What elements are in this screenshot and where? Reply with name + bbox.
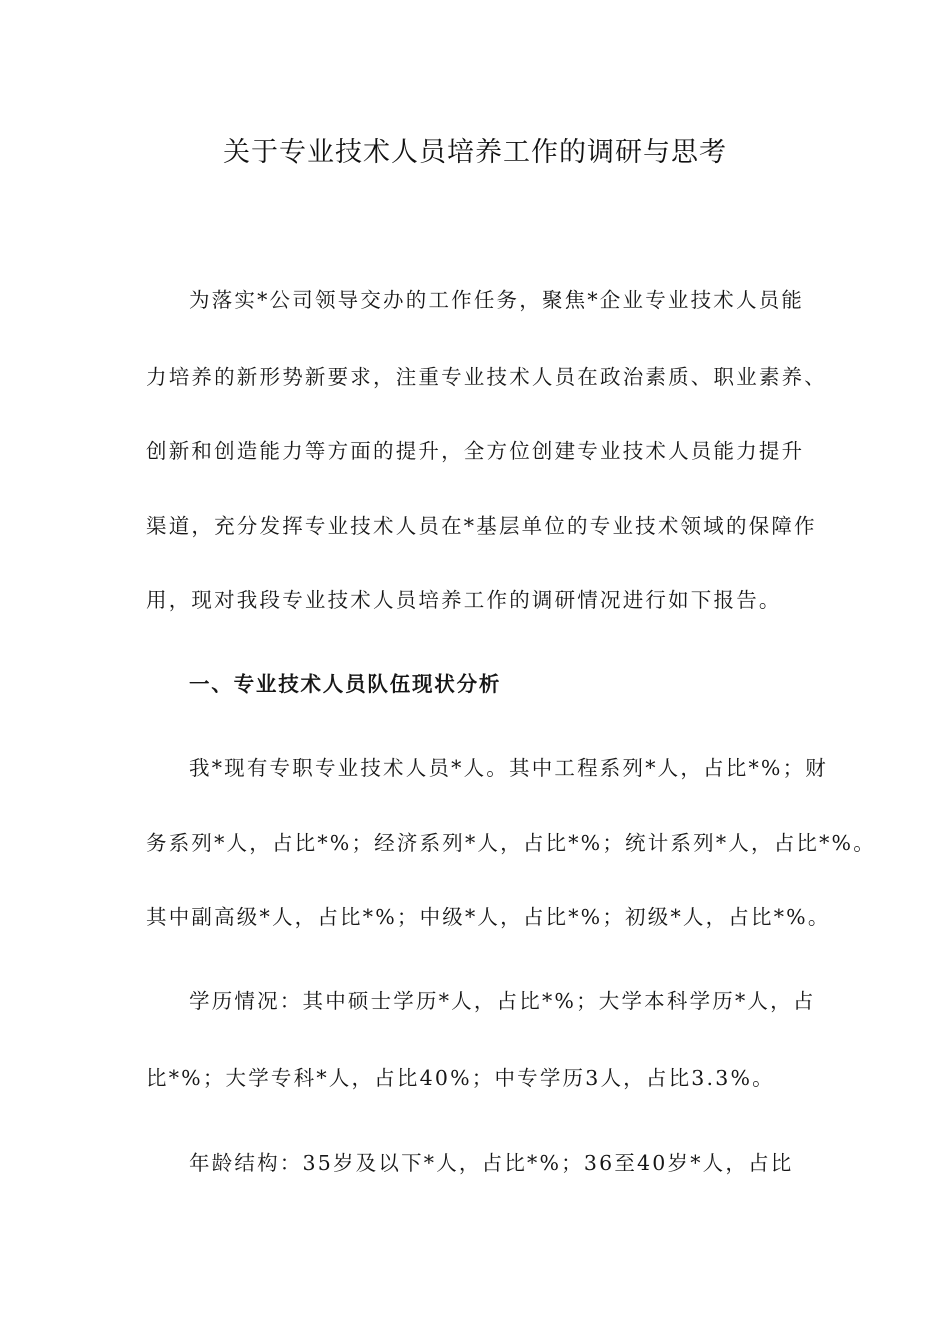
- education-paragraph-line-1: 学历情况：其中硕士学历*人，占比*%；大学本科学历*人，占: [189, 989, 816, 1013]
- intro-paragraph-line-5: 用，现对我段专业技术人员培养工作的调研情况进行如下报告。: [146, 588, 782, 612]
- staff-paragraph-line-1: 我*现有专职专业技术人员*人。其中工程系列*人，占比*%；财: [189, 756, 828, 780]
- intro-paragraph-line-1: 为落实*公司领导交办的工作任务，聚焦*企业专业技术人员能: [189, 288, 805, 312]
- intro-paragraph-line-3: 创新和创造能力等方面的提升，全方位创建专业技术人员能力提升: [146, 439, 805, 463]
- document-title: 关于专业技术人员培养工作的调研与思考: [223, 137, 727, 168]
- section-1-heading: 一、专业技术人员队伍现状分析: [189, 672, 502, 696]
- intro-paragraph-line-4: 渠道，充分发挥专业技术人员在*基层单位的专业技术领域的保障作: [146, 514, 817, 538]
- staff-paragraph-line-2: 务系列*人，占比*%；经济系列*人，占比*%；统计系列*人，占比*%。: [146, 831, 876, 855]
- staff-paragraph-line-3: 其中副高级*人，占比*%；中级*人，占比*%；初级*人，占比*%。: [146, 905, 831, 929]
- intro-paragraph-line-2: 力培养的新形势新要求，注重专业技术人员在政治素质、职业素养、: [146, 365, 827, 389]
- age-paragraph-line-1: 年龄结构：35岁及以下*人，占比*%；36至40岁*人，占比: [189, 1151, 794, 1175]
- education-paragraph-line-2: 比*%；大学专科*人，占比40%；中专学历3人，占比3.3%。: [146, 1066, 775, 1090]
